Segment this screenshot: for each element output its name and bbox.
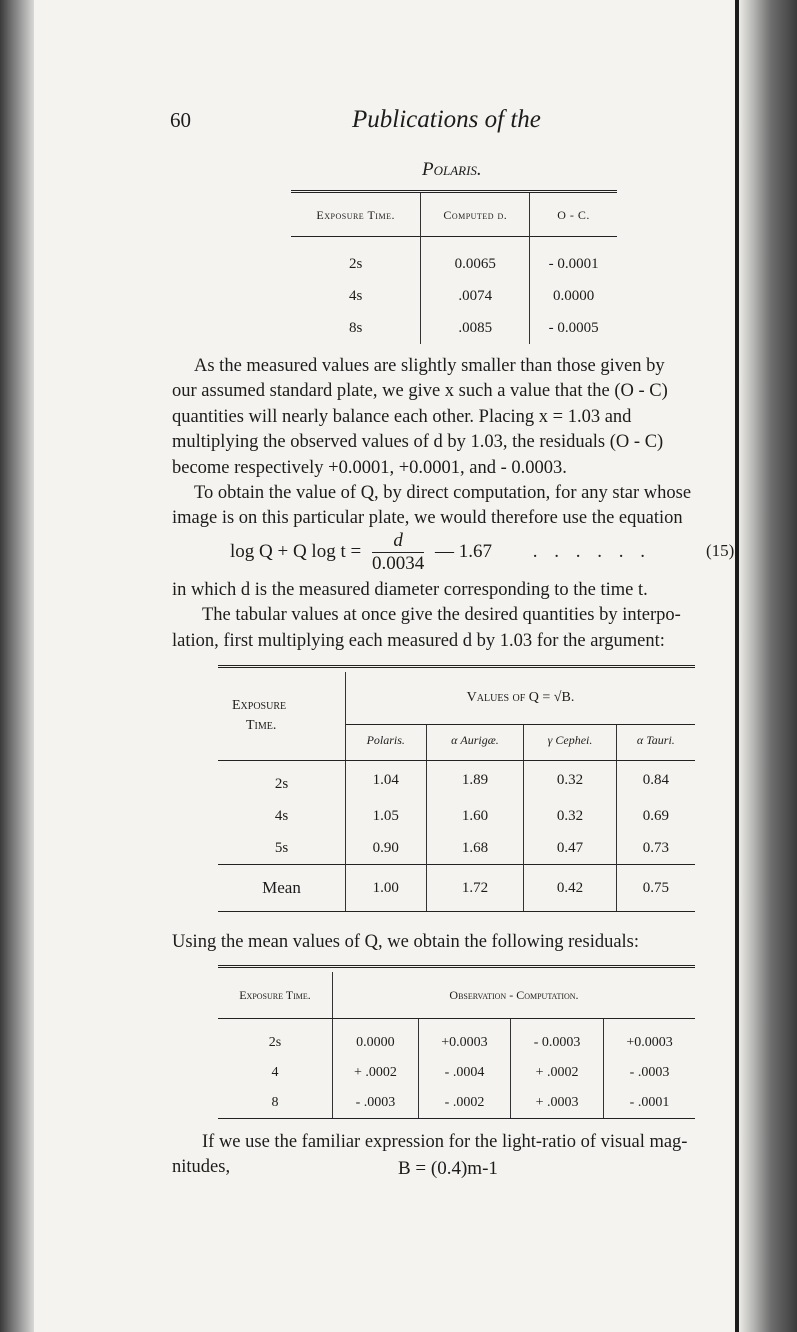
- table2-group-header: Values of Q = √B.: [346, 672, 696, 725]
- value-cell: 1.04: [346, 761, 427, 801]
- equation-number: (15): [706, 541, 735, 560]
- table1-cell: .0074: [421, 280, 530, 312]
- table1-cell: 0.0065: [421, 237, 530, 281]
- column-header: γ Cephei.: [524, 725, 616, 761]
- column-header: α Aurigæ.: [426, 725, 524, 761]
- table-row: [291, 237, 617, 281]
- value-cell: 1.89: [426, 761, 524, 801]
- table3-row-header: Exposure Time.: [218, 972, 333, 1019]
- value-cell: - .0004: [418, 1058, 510, 1088]
- time-cell: 5s: [218, 832, 346, 865]
- book-spine-left: [0, 0, 34, 1332]
- table-row: [291, 312, 617, 344]
- fraction-numerator: d: [372, 530, 424, 553]
- text-line: nitudes,: [172, 1157, 231, 1178]
- equation-lhs: log Q + Q log t =: [230, 540, 362, 562]
- value-cell: + .0002: [511, 1058, 604, 1088]
- row-header-line: Exposure: [232, 698, 287, 713]
- equation-15: [230, 530, 651, 575]
- table-row: [291, 280, 617, 312]
- value-cell: 0.84: [642, 772, 669, 788]
- mean-cell: 0.75: [616, 865, 695, 912]
- table-row: [218, 1019, 695, 1059]
- text-line: quantities will nearly balance each other. Placing x = 1.03 and: [172, 406, 632, 427]
- value-cell: + .0003: [511, 1088, 604, 1119]
- table2-row-header: [218, 672, 346, 761]
- value-cell: - .0003: [333, 1088, 419, 1119]
- value-cell: 0.69: [642, 807, 669, 824]
- equation-dots: . . . . . .: [532, 540, 651, 562]
- value-cell: 0.32: [524, 761, 616, 801]
- value-cell: + .0002: [333, 1058, 419, 1088]
- table1-header: O - C.: [557, 208, 590, 222]
- table-row-mean: [218, 865, 695, 912]
- table1-header: Exposure Time.: [291, 192, 421, 237]
- value-cell: - 0.0003: [511, 1019, 604, 1059]
- table1-cell: - 0.0005: [548, 319, 599, 336]
- value-cell: 0.73: [642, 839, 669, 856]
- table1-header: Computed d.: [421, 192, 530, 237]
- text-line: multiplying the observed values of d by 1.03, the residuals (O - C): [172, 432, 664, 453]
- value-cell: +0.0003: [418, 1019, 510, 1059]
- time-cell: 8: [218, 1088, 333, 1119]
- text-line: in which d is the measured diameter corresponding to the time t.: [172, 580, 648, 600]
- residuals-table: [218, 965, 695, 1119]
- text-line: our assumed standard plate, we give x such a value that the (O - C): [172, 381, 668, 402]
- table1-cell: 0.0000: [552, 287, 595, 304]
- paragraph-measured-values: [172, 354, 734, 532]
- table-row: [218, 832, 695, 865]
- value-cell: 0.47: [524, 832, 616, 865]
- text-line: The tabular values at once give the desired quantities by interpo-: [202, 605, 681, 626]
- column-header: α Tauri.: [616, 725, 695, 761]
- values-of-q-table: [218, 665, 695, 912]
- mean-cell: 1.72: [426, 865, 524, 912]
- value-cell: 0.32: [524, 800, 616, 832]
- column-header: Polaris.: [346, 725, 427, 761]
- time-cell: 2s: [218, 1019, 333, 1059]
- value-cell: - .0002: [418, 1088, 510, 1119]
- equation-rhs: — 1.67: [434, 540, 492, 562]
- value-cell: - .0003: [629, 1065, 670, 1080]
- text-line: become respectively +0.0001, +0.0001, and - 0.0003.: [172, 457, 567, 478]
- light-ratio-equation: B = (0.4)m-1: [398, 1158, 498, 1179]
- table1-cell: 8s: [291, 312, 421, 344]
- text-line: lation, first multiplying each measured d by 1.03 for the argument:: [172, 630, 665, 651]
- value-cell: 0.0000: [333, 1019, 419, 1059]
- text-line: image is on this particular plate, we would therefore use the equation: [172, 508, 683, 529]
- table3-group-header: Observation - Computation.: [333, 972, 696, 1019]
- table1-cell: 4s: [291, 280, 421, 312]
- text-line: If we use the familiar expression for the light-ratio of visual mag-: [202, 1132, 688, 1152]
- book-spine-right: [739, 0, 797, 1332]
- text-line: To obtain the value of Q, by direct computation, for any star whose: [194, 483, 692, 504]
- time-cell: 4: [218, 1058, 333, 1088]
- value-cell: 1.68: [426, 832, 524, 865]
- fraction: [372, 530, 424, 575]
- text-line: Using the mean values of Q, we obtain the following residuals:: [172, 932, 640, 952]
- table-row: [218, 761, 695, 801]
- table-row: [218, 800, 695, 832]
- table1-cell: 2s: [291, 237, 421, 281]
- mean-cell: 0.42: [524, 865, 616, 912]
- text-line: As the measured values are slightly smaller than those given by: [194, 356, 665, 376]
- mean-cell: 1.00: [346, 865, 427, 912]
- time-cell: 4s: [218, 800, 346, 832]
- value-cell: 0.90: [346, 832, 427, 865]
- value-cell: - .0001: [604, 1088, 695, 1119]
- running-title: Publications of the: [352, 106, 541, 133]
- paragraph-tabular-values: [172, 578, 734, 654]
- mean-label: Mean: [218, 865, 346, 912]
- value-cell: +0.0003: [626, 1035, 673, 1050]
- page-number: 60: [170, 108, 191, 132]
- table1-cell: - 0.0001: [548, 255, 599, 272]
- polaris-table: [291, 190, 617, 344]
- paragraph-residuals-intro: [172, 930, 734, 955]
- time-cell: 2s: [218, 761, 346, 801]
- table-row: [218, 1088, 695, 1119]
- table1-cell: .0085: [421, 312, 530, 344]
- table-row: [218, 1058, 695, 1088]
- fraction-denominator: 0.0034: [371, 553, 425, 574]
- value-cell: 1.60: [426, 800, 524, 832]
- section-title: Polaris.: [422, 159, 482, 180]
- row-header-line: Time.: [246, 718, 277, 733]
- value-cell: 1.05: [346, 800, 427, 832]
